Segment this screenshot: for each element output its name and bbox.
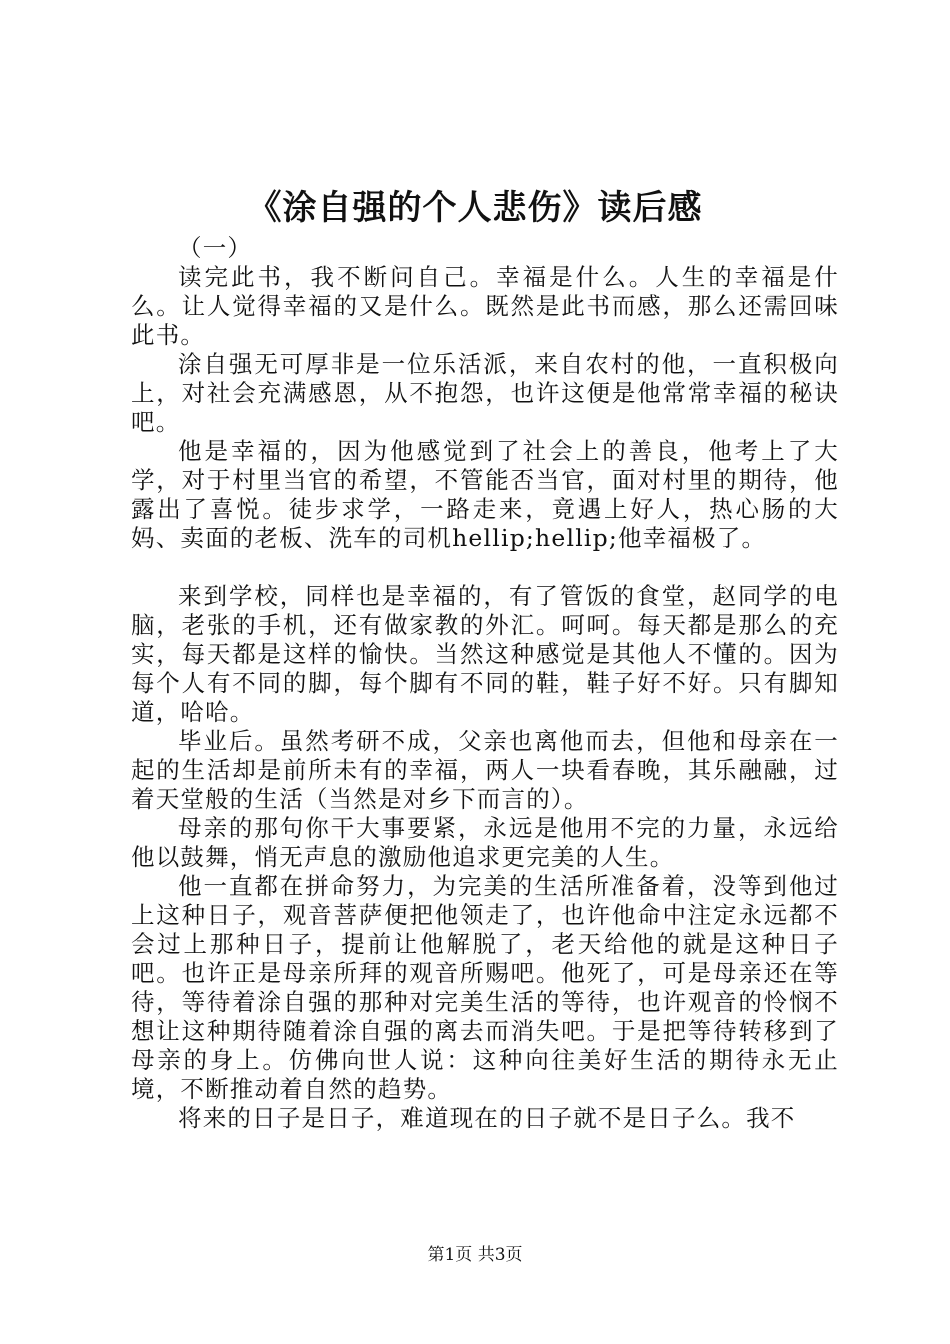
section-label: （一）: [178, 234, 253, 262]
paragraph: 他是幸福的，因为他感觉到了社会上的善良，他考上了大学，对于村里当官的希望，不管能否当官，面对村里的期待，他露出了喜悦。徒步求学，一路走来，竟遇上好人，热心肠的大妈、卖面的老板、洗车的司机hellip;hellip;他幸福极了。: [131, 437, 839, 552]
paragraph: 来到学校，同样也是幸福的，有了管饭的食堂，赵同学的电脑，老张的手机，还有做家教的外汇。呵呵。每天都是那么的充实，每天都是这样的愉快。当然这种感觉是其他人不懂的。因为每个人有不同的脚，每个脚有不同的鞋，鞋子好不好。只有脚知道，哈哈。: [131, 582, 839, 726]
paragraph: 将来的日子是日子，难道现在的日子就不是日子么。我不: [178, 1104, 796, 1132]
paragraph: 读完此书，我不断问自己。幸福是什么。人生的幸福是什么。让人觉得幸福的又是什么。既然是此书而感，那么还需回味此书。: [131, 263, 839, 349]
paragraph: 母亲的那句你干大事要紧，永远是他用不完的力量，永远给他以鼓舞，悄无声息的激励他追求更完美的人生。: [131, 814, 839, 871]
page-footer: 第1页 共3页: [427, 1245, 523, 1265]
paragraph: 他一直都在拼命努力，为完美的生活所准备着，没等到他过上这种日子，观音菩萨便把他领走了，也许他命中注定永远都不会过上那种日子，提前让他解脱了，老天给他的就是这种日子吧。也许正是母亲所拜的观音所赐吧。他死了，可是母亲还在等待，等待着涂自强的那种对完美生活的等待，也许观音的怜悯不想让这种期待随着涂自强的离去而消失吧。于是把等待转移到了母亲的身上。仿佛向世人说：这种向往美好生活的期待永无止境，不断推动着自然的趋势。: [131, 872, 839, 1103]
paragraph: 涂自强无可厚非是一位乐活派，来自农村的他，一直积极向上，对社会充满感恩，从不抱怨，也许这便是他常常幸福的秘诀吧。: [131, 350, 839, 436]
document-body: [131, 234, 839, 1133]
paragraph: 毕业后。虽然考研不成，父亲也离他而去，但他和母亲在一起的生活却是前所未有的幸福，两人一块看春晚，其乐融融，过着天堂般的生活（当然是对乡下而言的）。: [131, 727, 839, 813]
document-title: 《涂自强的个人悲伤》读后感: [247, 188, 703, 228]
